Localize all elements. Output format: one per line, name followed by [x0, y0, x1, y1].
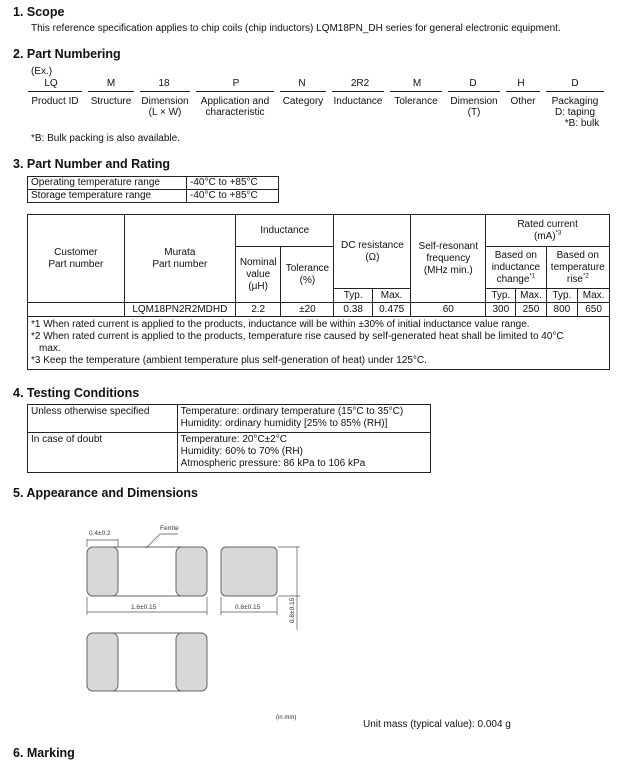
operating-temp-label: Operating temperature range: [28, 177, 187, 190]
chip-end-view: [221, 547, 277, 596]
chip-top-view: [87, 547, 207, 596]
table-row: [28, 317, 610, 370]
part-code: LQ: [44, 78, 58, 89]
part-desc-tolerance: Tolerance: [394, 96, 438, 107]
part-desc-packaging: Packaging D: taping *B: bulk: [551, 96, 600, 129]
condition-label: Unless otherwise specified: [28, 405, 178, 433]
table-row: [28, 405, 431, 433]
part-code: H: [517, 78, 525, 89]
ind-typ-value: 300: [486, 303, 516, 317]
part-desc-category: Category: [282, 96, 324, 107]
thickness-dimension-label: 0.8±0.15: [289, 597, 296, 623]
note-2: *2 When rated current is applied to the products, temperature rise caused by self-generated heat shall be limited to 40°C: [31, 331, 564, 342]
rating-table: [27, 214, 610, 370]
nominal-value-header: Nominal value (μH): [235, 247, 280, 303]
part-desc-inductance: Inductance: [333, 96, 383, 107]
ind-max-value: 250: [516, 303, 546, 317]
dc-max-value: 0.475: [372, 303, 410, 317]
table-row: [28, 177, 279, 190]
part-code-row: [26, 78, 606, 90]
ind-typ-header: Typ.: [486, 289, 516, 303]
self-resonant-header: Self-resonant frequency (MHz min.): [411, 215, 486, 303]
rating-title: 3. Part Number and Rating: [13, 157, 170, 171]
appearance-title: 5. Appearance and Dimensions: [13, 486, 199, 500]
dc-resistance-header: DC resistance (Ω): [334, 215, 411, 289]
electrode-dimension-label: 0.4±0.2: [89, 530, 111, 537]
temp-typ-value: 800: [546, 303, 578, 317]
part-desc-product-id: Product ID: [31, 96, 79, 107]
marking-title: 6. Marking: [13, 746, 75, 760]
part-desc-dimension-lw: Dimension (L × W): [141, 96, 189, 118]
nominal-value: 2.2: [235, 303, 280, 317]
storage-temp-value: -40°C to +85°C: [187, 190, 279, 203]
part-code: M: [412, 78, 422, 89]
storage-temp-label: Storage temperature range: [28, 190, 187, 203]
width-dimension-label: 0.8±0.15: [235, 604, 261, 611]
customer-part-number-header: Customer Part number: [28, 215, 125, 303]
rating-notes: [28, 317, 610, 370]
part-code: N: [298, 78, 306, 89]
based-on-inductance-header: Based on inductance change$^{*1}$: [486, 247, 546, 289]
table-row: [28, 190, 279, 203]
ferrite-label: Ferrite: [160, 525, 179, 532]
temp-max-header: Max.: [578, 289, 610, 303]
customer-part-number: [28, 303, 125, 317]
dc-typ-value: 0.38: [334, 303, 372, 317]
note-3: *3 Keep the temperature (ambient temperature plus self-generation of heat) under 125°C.: [31, 355, 427, 366]
part-code: D: [469, 78, 477, 89]
part-numbering-title: 2. Part Numbering: [13, 47, 121, 61]
table-row: [28, 433, 431, 473]
ind-max-header: Max.: [516, 289, 546, 303]
chip-bottom-view: [87, 633, 207, 691]
part-code: M: [106, 78, 116, 89]
testing-conditions-table: [27, 404, 431, 473]
murata-part-number-header: Murata Part number: [124, 215, 235, 303]
dc-typ-header: Typ.: [334, 289, 372, 303]
part-desc-other: Other: [510, 96, 536, 107]
condition-values: Temperature: 20°C±2°C Humidity: 60% to 70% (RH) Atmospheric pressure: 86 kPa to 106 kPa: [177, 433, 430, 473]
condition-values: Temperature: ordinary temperature (15°C to 35°C) Humidity: ordinary humidity [25% to 85% (RH)]: [177, 405, 430, 433]
note-2-cont: max.: [39, 343, 61, 354]
length-dimension-label: 1.6±0.15: [131, 604, 157, 611]
table-row: [28, 303, 610, 317]
inductance-header: Inductance: [235, 215, 333, 247]
part-desc-application: Application and characteristic: [200, 96, 270, 118]
temp-max-value: 650: [578, 303, 610, 317]
part-desc-structure: Structure: [90, 96, 132, 107]
table-row: [28, 215, 610, 247]
temperature-range-table: [27, 176, 279, 203]
unit-label: (in mm): [276, 715, 297, 721]
scope-text: This reference specification applies to chip coils (chip inductors) LQM18PN_DH series for general electronic equipment.: [31, 23, 561, 34]
part-code: 2R2: [350, 78, 370, 89]
srf-value: 60: [411, 303, 486, 317]
part-desc-dimension-t: Dimension (T): [450, 96, 498, 118]
testing-title: 4. Testing Conditions: [13, 386, 140, 400]
condition-label: In case of doubt: [28, 433, 178, 473]
part-code: 18: [158, 78, 170, 89]
part-code: D: [571, 78, 579, 89]
tolerance-value: ±20: [281, 303, 334, 317]
note-1: *1 When rated current is applied to the products, inductance will be within ±30% of initial inductance value range.: [31, 319, 530, 330]
temp-typ-header: Typ.: [546, 289, 578, 303]
dc-max-header: Max.: [372, 289, 410, 303]
part-numbering-example: (Ex.): [31, 66, 53, 77]
bulk-note: *B: Bulk packing is also available.: [31, 133, 180, 144]
scope-title: 1. Scope: [13, 5, 65, 19]
murata-part-number: LQM18PN2R2MDHD: [124, 303, 235, 317]
operating-temp-value: -40°C to +85°C: [187, 177, 279, 190]
based-on-temperature-header: Based on temperature rise$^{*2}$: [546, 247, 609, 289]
part-code: P: [232, 78, 240, 89]
unit-mass: Unit mass (typical value): 0.004 g: [363, 719, 511, 730]
dimension-drawing: [0, 505, 631, 730]
tolerance-header: Tolerance (%): [281, 247, 334, 303]
rated-current-header: Rated current (mA)$^{*3}$: [486, 215, 610, 247]
